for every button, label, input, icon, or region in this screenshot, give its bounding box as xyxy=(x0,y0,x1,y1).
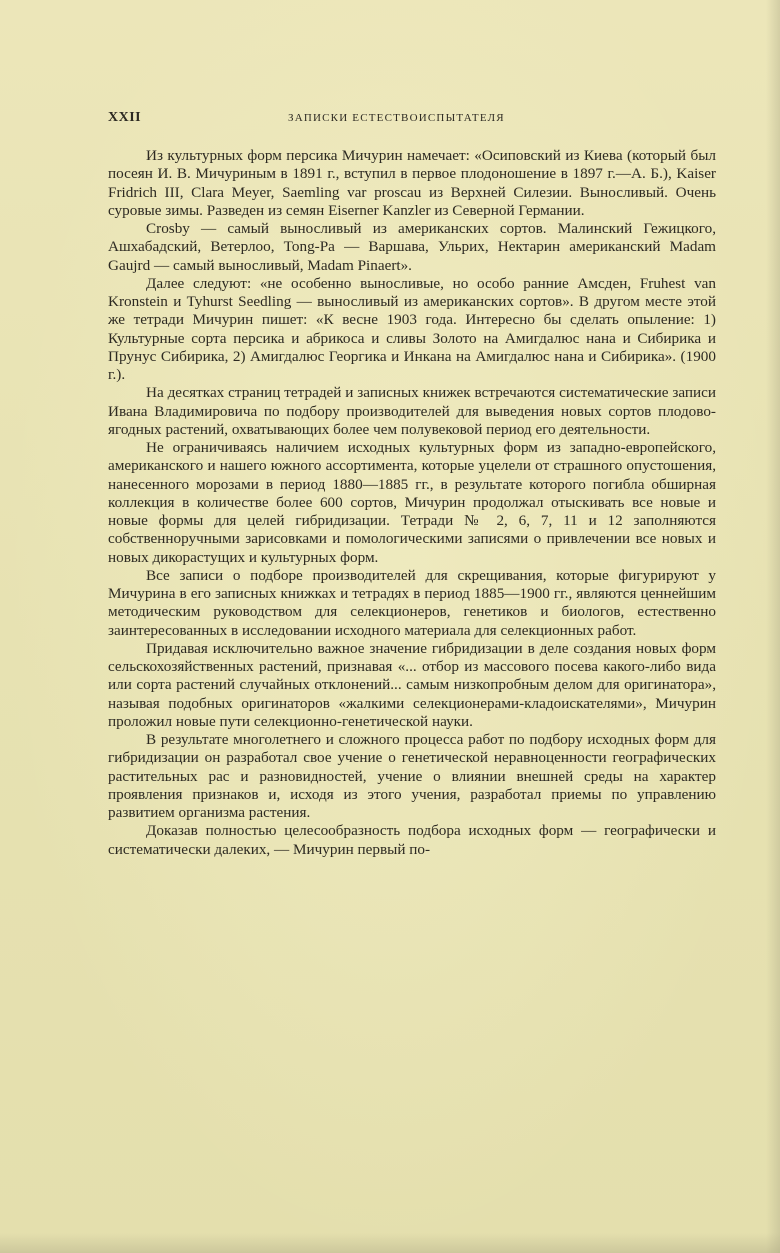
paragraph: Все записи о подборе производителей для скрещивания, которые фигурируют у Мичурина в его записных книжках и тетрадях в период 1885—1900 гг., являются ценнейшим методическим руководством для селекционеров, генетиков и биологов, естественно заинтересованных в исследовании исходного материала для селекционных работ. xyxy=(108,566,716,639)
paragraph: Доказав полностью целесообразность подбора исходных форм — географически и систематически далеких, — Мичурин первый по- xyxy=(108,822,716,858)
paragraph: В результате многолетнего и сложного процесса работ по подбору исходных форм для гибридизации он разработал свое учение о генетической неравноценности географических растительных рас и разновидностей, учение о влиянии внешней среды на характер проявления признаков и, исходя из этого учения, разработал приемы по управлению развитием организма растения. xyxy=(108,731,716,821)
paragraph: Придавая исключительно важное значение гибридизации в деле создания новых форм сельскохозяйственных растений, признавая «... отбор из массового посева какого-либо вида или сорта растений случайных отклонений... самым низкопробным делом для оригинатора», называя подобных оригинаторов «жалкими селекционерами-кладоискателями», Мичурин проложил новые пути селекционно-генетической науки. xyxy=(108,639,716,730)
page-header xyxy=(108,110,716,130)
paragraph: На десятках страниц тетрадей и записных книжек встречаются систематические записи Ивана Владимировича по подбору производителей для выведения новых сортов плодово-ягодных растений, охватывающих более чем полувековой период его деятельности. xyxy=(108,384,716,438)
paragraph: Crosby — самый выносливый из американских сортов. Малинский Гежицкого, Ашхабадский, Ветерлоо, Tong-Pa — Варшава, Ульрих, Нектарин американский Madam Gaujrd — самый выносливый, Madam Pinaert». xyxy=(108,220,716,274)
paragraph: Не ограничиваясь наличием исходных культурных форм из западно-европейского, американского и нашего южного ассортимента, которые уцелели от страшного опустошения, нанесенного морозами в период 1880—1885 гг., в результате которого погибла обширная коллекция в количестве более 600 сортов, Мичурин продолжал отыскивать все новые и новые формы для целей гибридизации. Тетради № 2, 6, 7, 11 и 12 заполняются собственноручными зарисовками и помологическими записями о привлечении все новых и новых дикорастущих и культурных форм. xyxy=(108,439,716,566)
page-bottom-shadow xyxy=(0,1233,780,1253)
paragraph: Из культурных форм персика Мичурин намечает: «Осиповский из Киева (который был посеян И. В. Мичуриным в 1891 г., вступил в первое плодоношение в 1897 г.—А. Б.), Kaiser Fridrich III, Clara Meyer, Saemling var proscau из Верхней Силезии. Выносливый. Очень суровые зимы. Разведен из семян Eiserner Kanzler из Северной Германии. xyxy=(108,147,716,219)
paragraph: Далее следуют: «не особенно выносливые, но особо ранние Амсден, Fruhest van Kronstein и Tyhurst Seedling — выносливый из американских сортов». В другом месте этой же тетради Мичурин пишет: «К весне 1903 года. Интересно бы сделать опыление: 1) Культурные сорта персика и абрикоса и сливы Золото на Амигдалюс нана и Сибирика и Прунус Сибирика, 2) Амигдалюс Георгика и Инкана на Амигдалюс нана и Сибирика». (1900 г.). xyxy=(108,274,716,383)
body-text xyxy=(108,147,716,859)
page-number: XXII xyxy=(108,110,142,125)
page-edge-shadow xyxy=(766,0,780,1253)
running-title: ЗАПИСКИ ЕСТЕСТВОИСПЫТАТЕЛЯ xyxy=(288,112,505,124)
